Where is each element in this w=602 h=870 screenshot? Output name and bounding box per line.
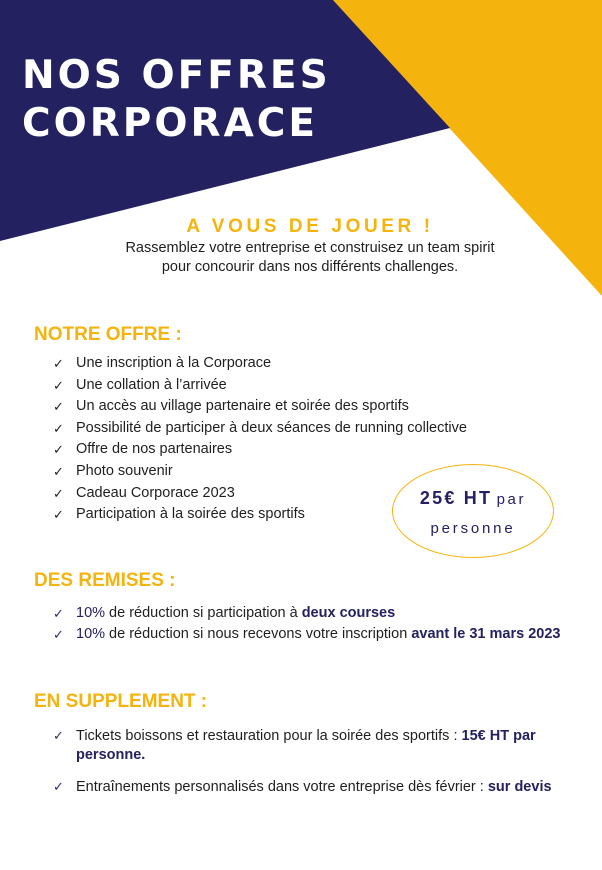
title-line-2: CORPORACE <box>22 101 319 146</box>
remise-item <box>53 604 581 623</box>
check-icon: ✓ <box>53 606 64 621</box>
remise-item <box>53 625 581 644</box>
price-par: par <box>496 491 527 508</box>
offre-item <box>53 353 576 375</box>
supplement-text: Entraînements personnalisés dans votre entreprise dès février : <box>76 779 488 795</box>
remise-bold: avant le 31 mars 2023 <box>411 626 561 642</box>
offre-item-text: Cadeau Corporace 2023 <box>76 484 235 501</box>
remise-text: de réduction si nous recevons votre inscription <box>105 626 412 642</box>
price-amount: 25€ HT <box>419 488 493 508</box>
check-icon: ✓ <box>53 728 64 743</box>
title-line-1: NOS OFFRES <box>22 53 331 98</box>
remise-text: de réduction si participation à <box>105 605 302 621</box>
offre-item-text: Une inscription à la Corporace <box>76 355 272 371</box>
offre-item-text: Offre de nos partenaires <box>76 441 233 458</box>
offre-item <box>53 396 576 418</box>
check-icon: ✓ <box>53 485 64 501</box>
check-icon: ✓ <box>53 442 64 458</box>
remises-list <box>53 604 581 646</box>
offre-item <box>53 418 576 440</box>
check-icon: ✓ <box>53 377 64 393</box>
tagline <box>40 215 580 277</box>
supplement-item <box>53 727 576 764</box>
remise-pct: 10% <box>76 626 106 642</box>
offre-item-text: Possibilité de participer à deux séances de running collective <box>76 419 467 436</box>
offre-item <box>53 439 576 461</box>
offre-item-text: Participation à la soirée des sportifs <box>76 506 305 523</box>
tagline-heading: A VOUS DE JOUER ! <box>186 216 434 237</box>
supplement-list <box>53 727 576 811</box>
offre-title: NOTRE OFFRE : <box>34 324 182 345</box>
check-icon: ✓ <box>53 779 64 794</box>
price-unit: personne <box>430 520 516 537</box>
supplement-bold: 15€ HT par personne. <box>76 728 536 763</box>
offre-item <box>53 375 576 397</box>
check-icon: ✓ <box>53 507 64 523</box>
check-icon: ✓ <box>53 627 64 642</box>
offre-item-text: Un accès au village partenaire et soirée des sportifs <box>76 398 409 415</box>
offre-item-text: Une collation à l’arrivée <box>76 376 227 393</box>
check-icon: ✓ <box>53 463 64 479</box>
tagline-line-2: pour concourir dans nos différents challenges. <box>161 259 459 275</box>
remise-bold: deux courses <box>301 605 396 621</box>
offre-item-text: Photo souvenir <box>76 462 173 479</box>
remise-pct: 10% <box>76 605 106 621</box>
supplement-text: Tickets boissons et restauration pour la soirée des sportifs : <box>76 728 462 744</box>
page-title <box>22 52 331 148</box>
supplement-title: EN SUPPLEMENT : <box>34 691 208 712</box>
check-icon: ✓ <box>53 399 64 415</box>
check-icon: ✓ <box>53 420 64 436</box>
remises-title: DES REMISES : <box>34 570 176 591</box>
tagline-line-1: Rassemblez votre entreprise et construisez un team spirit <box>125 240 495 256</box>
price-line-1 <box>393 485 553 513</box>
supplement-item <box>53 778 576 797</box>
price-badge <box>392 464 554 558</box>
check-icon: ✓ <box>53 356 64 371</box>
supplement-bold: sur devis <box>487 779 552 795</box>
